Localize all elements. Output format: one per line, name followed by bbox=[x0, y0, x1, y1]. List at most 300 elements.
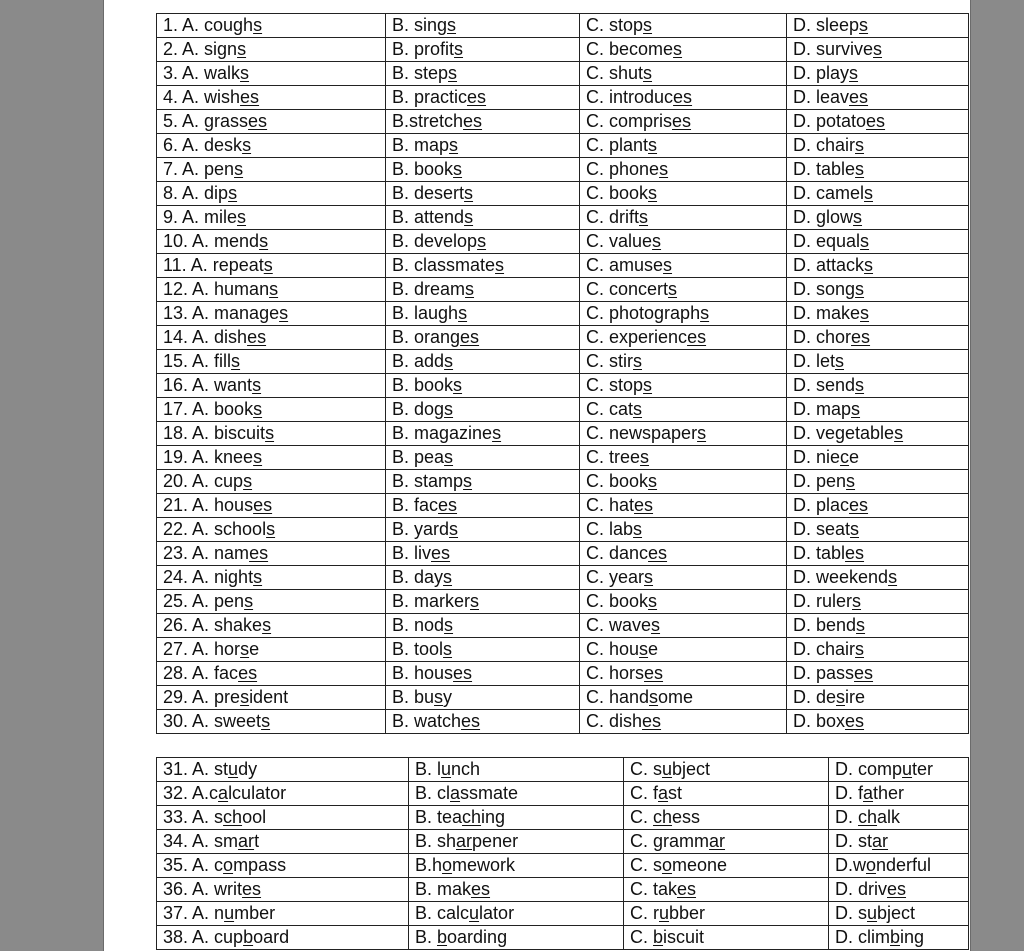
option-prefix: 19. A. knee bbox=[163, 447, 254, 467]
option-suffix: e bbox=[849, 447, 860, 467]
option-d bbox=[787, 230, 969, 254]
option-d bbox=[787, 134, 969, 158]
question-row bbox=[157, 638, 969, 662]
option-prefix: 10. A. mend bbox=[163, 231, 260, 251]
option-c bbox=[580, 38, 787, 62]
option-prefix: C. amuse bbox=[586, 255, 664, 275]
option-c bbox=[580, 182, 787, 206]
option-underlined: s bbox=[463, 471, 473, 491]
option-b bbox=[386, 494, 580, 518]
option-b bbox=[386, 446, 580, 470]
option-c bbox=[580, 374, 787, 398]
option-prefix: 29. A. pre bbox=[163, 687, 241, 707]
option-underlined: es bbox=[851, 327, 871, 347]
option-c bbox=[580, 518, 787, 542]
option-prefix: D. play bbox=[793, 63, 850, 83]
option-underlined: es bbox=[866, 111, 886, 131]
option-underlined: s bbox=[434, 687, 444, 707]
question-row bbox=[157, 830, 969, 854]
option-a bbox=[157, 446, 386, 470]
option-c bbox=[624, 878, 829, 902]
option-underlined: es bbox=[240, 87, 260, 107]
option-prefix: D. plac bbox=[793, 495, 850, 515]
option-underlined: es bbox=[431, 543, 451, 563]
option-underlined: s bbox=[253, 447, 263, 467]
option-a bbox=[157, 110, 386, 134]
option-underlined: s bbox=[252, 375, 262, 395]
option-underlined: s bbox=[648, 183, 658, 203]
option-prefix: B. book bbox=[392, 159, 454, 179]
option-underlined: s bbox=[464, 207, 474, 227]
option-suffix: e bbox=[249, 639, 260, 659]
option-underlined: s bbox=[853, 207, 863, 227]
option-a bbox=[157, 926, 409, 950]
option-d bbox=[787, 158, 969, 182]
option-underlined: s bbox=[447, 15, 457, 35]
option-prefix: 15. A. fill bbox=[163, 351, 232, 371]
option-prefix: D. make bbox=[793, 303, 861, 323]
question-row bbox=[157, 470, 969, 494]
option-underlined: es bbox=[249, 543, 269, 563]
option-prefix: B. hous bbox=[392, 663, 454, 683]
option-d bbox=[787, 494, 969, 518]
option-a bbox=[157, 638, 386, 662]
option-prefix: D. send bbox=[793, 375, 856, 395]
option-a bbox=[157, 350, 386, 374]
option-b bbox=[409, 926, 624, 950]
question-row bbox=[157, 590, 969, 614]
option-prefix: D. map bbox=[793, 399, 852, 419]
option-prefix: B. desert bbox=[392, 183, 465, 203]
option-prefix: B. orang bbox=[392, 327, 461, 347]
option-prefix: C. photograph bbox=[586, 303, 701, 323]
option-underlined: o bbox=[662, 855, 673, 875]
option-underlined: ch bbox=[223, 807, 243, 827]
option-suffix: lculator bbox=[228, 783, 287, 803]
option-underlined: es bbox=[247, 327, 267, 347]
option-underlined: s bbox=[444, 351, 454, 371]
option-underlined: u bbox=[867, 903, 878, 923]
option-underlined: s bbox=[860, 303, 870, 323]
option-prefix: C. dish bbox=[586, 711, 643, 731]
option-prefix: 1. A. cough bbox=[163, 15, 254, 35]
option-a bbox=[157, 782, 409, 806]
option-underlined: c bbox=[840, 447, 850, 467]
option-b bbox=[409, 830, 624, 854]
question-row bbox=[157, 374, 969, 398]
option-c bbox=[624, 806, 829, 830]
option-prefix: B. bu bbox=[392, 687, 435, 707]
option-d bbox=[829, 830, 969, 854]
option-prefix: D. tabl bbox=[793, 543, 846, 563]
question-row bbox=[157, 662, 969, 686]
option-prefix: 18. A. biscuit bbox=[163, 423, 266, 443]
option-underlined: s bbox=[640, 447, 650, 467]
question-row bbox=[157, 566, 969, 590]
option-prefix: B. mak bbox=[415, 879, 472, 899]
option-prefix: 2. A. sign bbox=[163, 39, 238, 59]
option-underlined: es bbox=[648, 543, 668, 563]
option-prefix: C. value bbox=[586, 231, 653, 251]
option-a bbox=[157, 206, 386, 230]
option-a bbox=[157, 542, 386, 566]
question-row bbox=[157, 926, 969, 950]
option-prefix: D. seat bbox=[793, 519, 851, 539]
option-c bbox=[580, 62, 787, 86]
option-prefix: 28. A. fac bbox=[163, 663, 239, 683]
option-prefix: 26. A. shake bbox=[163, 615, 263, 635]
option-underlined: s bbox=[846, 471, 856, 491]
option-prefix: D. chor bbox=[793, 327, 852, 347]
option-underlined: s bbox=[651, 615, 661, 635]
option-prefix: C. tree bbox=[586, 447, 641, 467]
option-c bbox=[580, 206, 787, 230]
option-prefix: C. cat bbox=[586, 399, 634, 419]
option-b bbox=[386, 326, 580, 350]
option-c bbox=[580, 110, 787, 134]
option-prefix: B. step bbox=[392, 63, 449, 83]
option-prefix: 24. A. night bbox=[163, 567, 254, 587]
option-prefix: B. classmate bbox=[392, 255, 496, 275]
option-d bbox=[787, 662, 969, 686]
option-a bbox=[157, 878, 409, 902]
option-prefix: 31. A. st bbox=[163, 759, 229, 779]
option-suffix: e bbox=[648, 639, 659, 659]
option-prefix: B. stamp bbox=[392, 471, 464, 491]
option-underlined: s bbox=[659, 159, 669, 179]
option-prefix: C. book bbox=[586, 591, 649, 611]
option-d bbox=[787, 542, 969, 566]
option-b bbox=[386, 398, 580, 422]
option-underlined: a bbox=[863, 783, 874, 803]
option-prefix: B. map bbox=[392, 135, 450, 155]
option-suffix: mework bbox=[452, 855, 516, 875]
option-prefix: B.stretch bbox=[392, 111, 464, 131]
option-underlined: s bbox=[855, 159, 865, 179]
option-a bbox=[157, 518, 386, 542]
option-suffix: dy bbox=[238, 759, 258, 779]
option-prefix: B. add bbox=[392, 351, 445, 371]
option-d bbox=[787, 254, 969, 278]
option-b bbox=[386, 14, 580, 38]
option-c bbox=[580, 134, 787, 158]
option-prefix: D. clim bbox=[835, 927, 890, 947]
option-underlined: s bbox=[864, 183, 874, 203]
option-underlined: s bbox=[443, 567, 453, 587]
option-underlined: es bbox=[644, 663, 664, 683]
pronunciation-table-endings bbox=[156, 13, 969, 734]
option-b bbox=[386, 590, 580, 614]
question-row bbox=[157, 254, 969, 278]
option-prefix: C. phone bbox=[586, 159, 660, 179]
option-c bbox=[580, 686, 787, 710]
option-suffix: t bbox=[254, 831, 260, 851]
option-prefix: B. l bbox=[415, 759, 442, 779]
option-underlined: s bbox=[259, 231, 269, 251]
option-underlined: s bbox=[836, 687, 846, 707]
option-suffix: iscuit bbox=[663, 927, 705, 947]
option-underlined: es bbox=[248, 111, 268, 131]
option-underlined: s bbox=[648, 471, 658, 491]
question-row bbox=[157, 38, 969, 62]
option-underlined: ar bbox=[238, 831, 255, 851]
option-underlined: es bbox=[672, 111, 692, 131]
question-row bbox=[157, 710, 969, 734]
option-a bbox=[157, 326, 386, 350]
option-b bbox=[386, 254, 580, 278]
option-b bbox=[409, 758, 624, 782]
option-b bbox=[386, 134, 580, 158]
option-underlined: b bbox=[653, 927, 664, 947]
option-prefix: C. hat bbox=[586, 495, 635, 515]
option-b bbox=[386, 710, 580, 734]
option-d bbox=[787, 302, 969, 326]
option-suffix: ing bbox=[900, 927, 925, 947]
option-a bbox=[157, 494, 386, 518]
option-a bbox=[157, 590, 386, 614]
option-prefix: C. bbox=[630, 927, 654, 947]
option-prefix: 22. A. school bbox=[163, 519, 267, 539]
option-underlined: s bbox=[851, 399, 861, 419]
option-a bbox=[157, 38, 386, 62]
option-d bbox=[787, 86, 969, 110]
option-b bbox=[386, 278, 580, 302]
option-underlined: es bbox=[887, 879, 907, 899]
option-c bbox=[580, 398, 787, 422]
option-underlined: s bbox=[261, 711, 271, 731]
option-prefix: 6. A. desk bbox=[163, 135, 243, 155]
question-row bbox=[157, 518, 969, 542]
question-row bbox=[157, 350, 969, 374]
option-underlined: s bbox=[673, 39, 683, 59]
option-prefix: D. st bbox=[835, 831, 873, 851]
option-prefix: 30. A. sweet bbox=[163, 711, 262, 731]
option-d bbox=[787, 374, 969, 398]
option-prefix: C. f bbox=[630, 783, 659, 803]
option-underlined: s bbox=[279, 303, 289, 323]
option-d bbox=[787, 518, 969, 542]
option-a bbox=[157, 806, 409, 830]
option-prefix: C. plant bbox=[586, 135, 649, 155]
option-underlined: s bbox=[492, 423, 502, 443]
option-d bbox=[787, 470, 969, 494]
option-a bbox=[157, 614, 386, 638]
option-a bbox=[157, 830, 409, 854]
option-prefix: C. introduc bbox=[586, 87, 674, 107]
question-row bbox=[157, 878, 969, 902]
option-underlined: es bbox=[463, 111, 483, 131]
option-c bbox=[580, 566, 787, 590]
option-underlined: s bbox=[444, 615, 454, 635]
option-b bbox=[386, 614, 580, 638]
option-underlined: u bbox=[662, 759, 673, 779]
option-a bbox=[157, 398, 386, 422]
option-b bbox=[386, 374, 580, 398]
option-prefix: B. fac bbox=[392, 495, 439, 515]
option-d bbox=[787, 14, 969, 38]
option-c bbox=[580, 710, 787, 734]
option-prefix: C. concert bbox=[586, 279, 669, 299]
option-underlined: es bbox=[677, 879, 697, 899]
option-underlined: s bbox=[465, 279, 475, 299]
option-prefix: D. survive bbox=[793, 39, 874, 59]
option-suffix: ool bbox=[242, 807, 267, 827]
option-c bbox=[580, 422, 787, 446]
option-d bbox=[829, 854, 969, 878]
question-row bbox=[157, 446, 969, 470]
option-b bbox=[386, 470, 580, 494]
option-underlined: s bbox=[648, 135, 658, 155]
option-underlined: s bbox=[850, 519, 860, 539]
option-a bbox=[157, 62, 386, 86]
option-d bbox=[787, 398, 969, 422]
option-b bbox=[386, 662, 580, 686]
option-prefix: C. hou bbox=[586, 639, 640, 659]
option-prefix: D. pass bbox=[793, 663, 855, 683]
option-b bbox=[409, 902, 624, 926]
option-underlined: s bbox=[253, 15, 263, 35]
option-underlined: es bbox=[687, 327, 707, 347]
option-b bbox=[386, 686, 580, 710]
option-d bbox=[787, 326, 969, 350]
option-a bbox=[157, 134, 386, 158]
option-suffix: bber bbox=[669, 903, 706, 923]
option-b bbox=[386, 86, 580, 110]
option-underlined: b bbox=[243, 927, 254, 947]
option-underlined: s bbox=[444, 447, 454, 467]
option-underlined: o bbox=[866, 855, 877, 875]
option-prefix: D. f bbox=[835, 783, 864, 803]
option-underlined: s bbox=[888, 567, 898, 587]
option-c bbox=[624, 782, 829, 806]
option-prefix: B. dream bbox=[392, 279, 466, 299]
option-prefix: C. gramm bbox=[630, 831, 710, 851]
option-d bbox=[787, 446, 969, 470]
option-underlined: s bbox=[228, 183, 238, 203]
option-a bbox=[157, 14, 386, 38]
option-d bbox=[787, 62, 969, 86]
option-prefix: 9. A. mile bbox=[163, 207, 238, 227]
option-underlined: s bbox=[244, 591, 254, 611]
option-underlined: es bbox=[634, 495, 654, 515]
option-underlined: s bbox=[454, 39, 464, 59]
option-d bbox=[787, 206, 969, 230]
option-underlined: s bbox=[652, 231, 662, 251]
option-a bbox=[157, 86, 386, 110]
option-underlined: s bbox=[237, 39, 247, 59]
option-underlined: s bbox=[242, 135, 252, 155]
option-underlined: s bbox=[464, 183, 474, 203]
option-prefix: B. profit bbox=[392, 39, 455, 59]
option-a bbox=[157, 422, 386, 446]
option-c bbox=[580, 542, 787, 566]
option-c bbox=[624, 830, 829, 854]
option-underlined: s bbox=[458, 303, 468, 323]
option-prefix: B. laugh bbox=[392, 303, 459, 323]
option-prefix: C. stop bbox=[586, 375, 644, 395]
option-prefix: C. book bbox=[586, 471, 649, 491]
option-underlined: es bbox=[854, 663, 874, 683]
option-prefix: B.h bbox=[415, 855, 443, 875]
option-underlined: s bbox=[860, 231, 870, 251]
option-suffix: nderful bbox=[876, 855, 932, 875]
option-prefix: 4. A. wish bbox=[163, 87, 241, 107]
option-underlined: s bbox=[864, 255, 874, 275]
option-a bbox=[157, 566, 386, 590]
option-d bbox=[787, 182, 969, 206]
option-underlined: a bbox=[658, 783, 669, 803]
option-prefix: D. chair bbox=[793, 639, 856, 659]
option-prefix: C. newspaper bbox=[586, 423, 698, 443]
option-underlined: s bbox=[448, 63, 458, 83]
option-prefix: B. yard bbox=[392, 519, 450, 539]
option-b bbox=[409, 878, 624, 902]
option-c bbox=[580, 158, 787, 182]
option-c bbox=[624, 902, 829, 926]
option-underlined: ar bbox=[872, 831, 889, 851]
option-prefix: C. s bbox=[630, 759, 663, 779]
option-prefix: B. calc bbox=[415, 903, 470, 923]
option-prefix: D. driv bbox=[835, 879, 888, 899]
option-prefix: D.w bbox=[835, 855, 866, 875]
option-underlined: es bbox=[238, 663, 258, 683]
question-row bbox=[157, 902, 969, 926]
option-prefix: C. r bbox=[630, 903, 659, 923]
option-prefix: B. attend bbox=[392, 207, 465, 227]
option-prefix: D. s bbox=[835, 903, 868, 923]
option-c bbox=[580, 614, 787, 638]
option-underlined: o bbox=[223, 855, 234, 875]
option-underlined: s bbox=[234, 159, 244, 179]
option-prefix: 11. A. repeat bbox=[163, 255, 264, 275]
option-underlined: s bbox=[269, 279, 279, 299]
option-b bbox=[386, 542, 580, 566]
option-underlined: es bbox=[642, 711, 662, 731]
option-underlined: s bbox=[639, 639, 649, 659]
pronunciation-table-vowels bbox=[156, 757, 969, 950]
option-underlined: b bbox=[437, 927, 448, 947]
option-prefix: C. experienc bbox=[586, 327, 688, 347]
option-prefix: B. tea bbox=[415, 807, 463, 827]
option-prefix: 36. A. writ bbox=[163, 879, 243, 899]
option-suffix: ident bbox=[249, 687, 289, 707]
option-prefix: 33. A. s bbox=[163, 807, 224, 827]
option-c bbox=[580, 302, 787, 326]
option-underlined: u bbox=[224, 903, 235, 923]
option-prefix: 17. A. book bbox=[163, 399, 254, 419]
option-d bbox=[787, 686, 969, 710]
option-underlined: es bbox=[461, 711, 481, 731]
option-b bbox=[386, 158, 580, 182]
option-prefix: C. s bbox=[630, 855, 663, 875]
option-underlined: s bbox=[266, 519, 276, 539]
option-underlined: ch bbox=[858, 807, 878, 827]
option-prefix: 13. A. manage bbox=[163, 303, 280, 323]
option-b bbox=[386, 566, 580, 590]
option-prefix: B. tool bbox=[392, 639, 444, 659]
option-underlined: es bbox=[467, 87, 487, 107]
option-suffix: nch bbox=[451, 759, 481, 779]
option-underlined: s bbox=[855, 375, 865, 395]
option-underlined: s bbox=[648, 591, 658, 611]
option-c bbox=[624, 854, 829, 878]
option-underlined: s bbox=[644, 567, 654, 587]
option-c bbox=[580, 230, 787, 254]
option-underlined: s bbox=[668, 279, 678, 299]
option-underlined: s bbox=[643, 15, 653, 35]
option-underlined: s bbox=[453, 375, 463, 395]
option-prefix: 3. A. walk bbox=[163, 63, 241, 83]
